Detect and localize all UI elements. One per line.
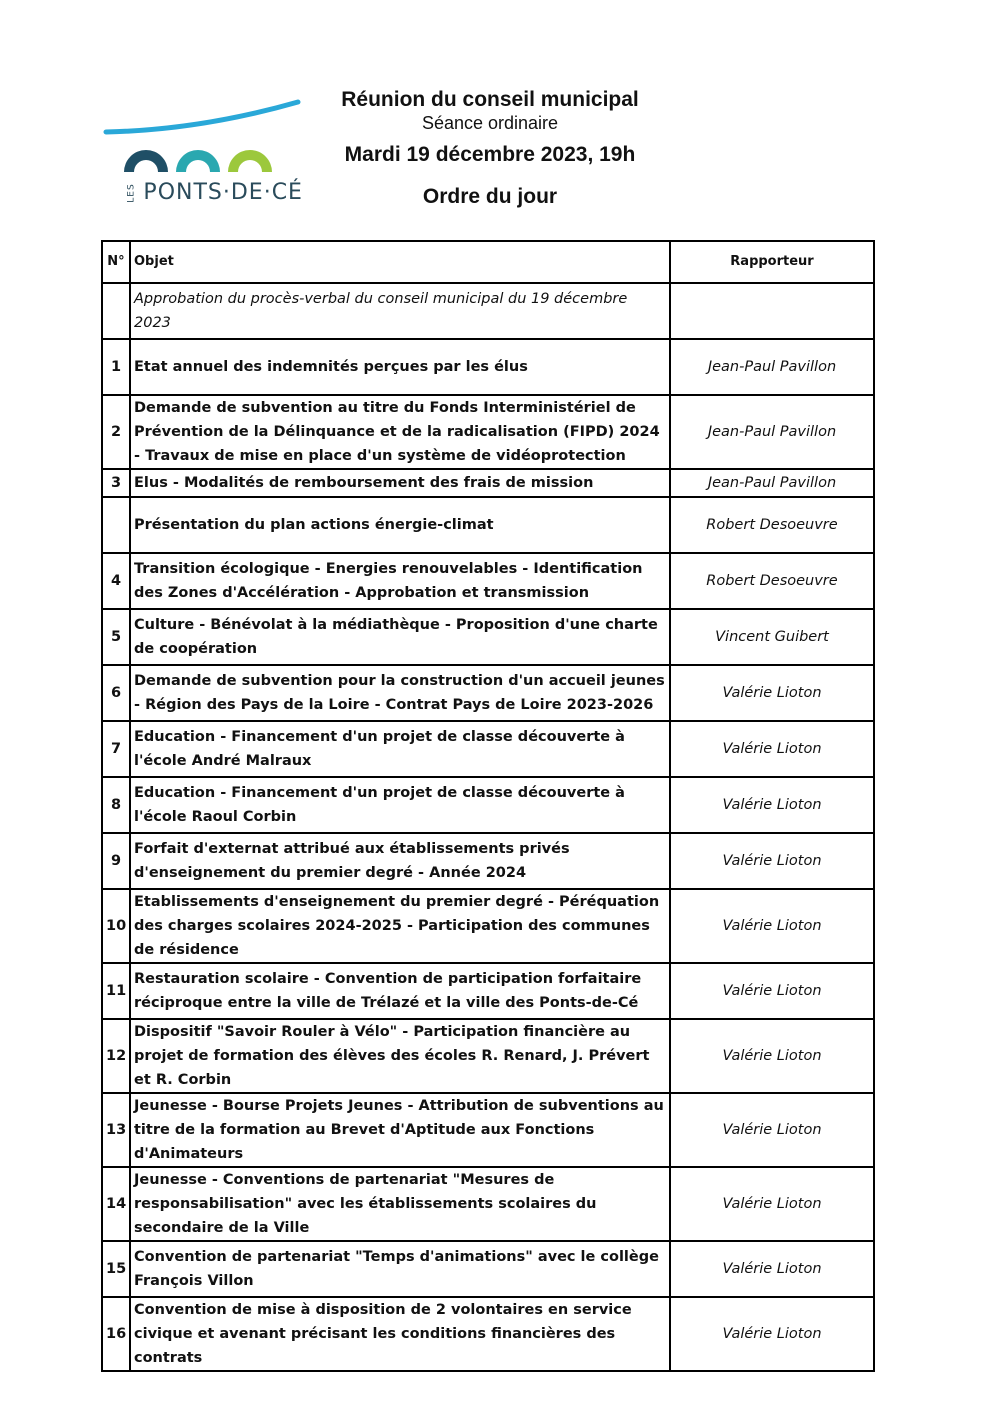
agenda-item-objet: Restauration scolaire - Convention de participation forfaitaire réciproque entre la ville de Trélazé et la ville des Ponts-de-Cé [130,963,670,1019]
agenda-item-number [102,283,130,339]
table-row [102,1093,874,1167]
agenda-item-rapporteur: Valérie Lioton [670,963,874,1019]
column-header-rapporteur: Rapporteur [670,241,874,283]
table-header-row [102,241,874,283]
agenda-item-rapporteur [670,283,874,339]
agenda-item-number: 11 [102,963,130,1019]
agenda-item-objet: Culture - Bénévolat à la médiathèque - Proposition d'une charte de coopération [130,609,670,665]
agenda-item-objet: Forfait d'externat attribué aux établissements privés d'enseignement du premier degré - Année 2024 [130,833,670,889]
agenda-heading: Ordre du jour [422,185,558,208]
agenda-item-objet: Etat annuel des indemnités perçues par les élus [130,339,670,395]
agenda-item-rapporteur: Valérie Lioton [670,833,874,889]
agenda-item-objet: Approbation du procès-verbal du conseil municipal du 19 décembre 2023 [130,283,670,339]
agenda-table [101,240,875,1372]
agenda-item-rapporteur: Robert Desoeuvre [670,553,874,609]
agenda-item-number: 16 [102,1297,130,1371]
table-row [102,665,874,721]
table-row [102,609,874,665]
agenda-item-rapporteur: Valérie Lioton [670,1297,874,1371]
meeting-title: Réunion du conseil municipal [341,88,639,111]
agenda-item-rapporteur: Valérie Lioton [670,777,874,833]
meeting-date: Mardi 19 décembre 2023, 19h [344,143,636,166]
agenda-item-number: 9 [102,833,130,889]
agenda-item-objet: Elus - Modalités de remboursement des frais de mission [130,469,670,497]
agenda-item-number: 13 [102,1093,130,1167]
agenda-item-rapporteur: Robert Desoeuvre [670,497,874,553]
column-header-objet: Objet [130,241,670,283]
table-row [102,1019,874,1093]
agenda-item-rapporteur: Valérie Lioton [670,1167,874,1241]
meeting-subtitle: Séance ordinaire [421,113,559,133]
agenda-item-number: 3 [102,469,130,497]
table-row [102,889,874,963]
agenda-item-number: 15 [102,1241,130,1297]
agenda-item-objet: Jeunesse - Bourse Projets Jeunes - Attribution de subventions au titre de la formation au Brevet d'Aptitude aux Fonctions d'Animateurs [130,1093,670,1167]
agenda-item-objet: Jeunesse - Conventions de partenariat "Mesures de responsabilisation" avec les établissements scolaires du secondaire de la Ville [130,1167,670,1241]
table-row [102,497,874,553]
table-row [102,1241,874,1297]
table-row [102,777,874,833]
table-row [102,1167,874,1241]
table-row [102,1297,874,1371]
agenda-item-number: 1 [102,339,130,395]
agenda-item-rapporteur: Vincent Guibert [670,609,874,665]
agenda-item-rapporteur: Valérie Lioton [670,1093,874,1167]
agenda-item-number: 5 [102,609,130,665]
table-row [102,469,874,497]
agenda-item-objet: Education - Financement d'un projet de classe découverte à l'école André Malraux [130,721,670,777]
agenda-item-objet: Dispositif "Savoir Rouler à Vélo" - Participation financière au projet de formation des élèves des écoles R. Renard, J. Prévert et R. Corbin [130,1019,670,1093]
table-row [102,963,874,1019]
agenda-item-number: 12 [102,1019,130,1093]
agenda-item-objet: Demande de subvention pour la construction d'un accueil jeunes - Région des Pays de la Loire - Contrat Pays de Loire 2023-2026 [130,665,670,721]
table-row [102,395,874,469]
agenda-item-rapporteur: Jean-Paul Pavillon [670,395,874,469]
table-row [102,339,874,395]
agenda-item-number: 2 [102,395,130,469]
table-row [102,553,874,609]
agenda-item-number: 6 [102,665,130,721]
agenda-item-objet: Demande de subvention au titre du Fonds Interministériel de Prévention de la Délinquance et de la radicalisation (FIPD) 2024 - Travaux de mise en place d'un système de vidéoprotection [130,395,670,469]
agenda-item-objet: Convention de partenariat "Temps d'animations" avec le collège François Villon [130,1241,670,1297]
column-header-number: N° [102,241,130,283]
agenda-body [102,283,874,1371]
agenda-item-number: 7 [102,721,130,777]
agenda-item-objet: Présentation du plan actions énergie-climat [130,497,670,553]
agenda-item-rapporteur: Jean-Paul Pavillon [670,469,874,497]
agenda-item-rapporteur: Valérie Lioton [670,1019,874,1093]
agenda-item-number: 8 [102,777,130,833]
table-row [102,283,874,339]
agenda-item-objet: Education - Financement d'un projet de classe découverte à l'école Raoul Corbin [130,777,670,833]
agenda-item-rapporteur: Valérie Lioton [670,665,874,721]
logo-wordmark: LES PONTS·DE·CÉ [126,180,303,205]
agenda-item-number: 14 [102,1167,130,1241]
agenda-item-number [102,497,130,553]
agenda-item-rapporteur: Valérie Lioton [670,889,874,963]
agenda-item-rapporteur: Valérie Lioton [670,721,874,777]
agenda-item-rapporteur: Jean-Paul Pavillon [670,339,874,395]
agenda-item-objet: Transition écologique - Energies renouvelables - Identification des Zones d'Accélération - Approbation et transmission [130,553,670,609]
table-row [102,833,874,889]
agenda-item-objet: Etablissements d'enseignement du premier degré - Péréquation des charges scolaires 2024-2025 - Participation des communes de résidence [130,889,670,963]
agenda-item-number: 10 [102,889,130,963]
agenda-item-objet: Convention de mise à disposition de 2 volontaires en service civique et avenant précisant les conditions financières des contrats [130,1297,670,1371]
table-row [102,721,874,777]
agenda-item-number: 4 [102,553,130,609]
agenda-item-rapporteur: Valérie Lioton [670,1241,874,1297]
